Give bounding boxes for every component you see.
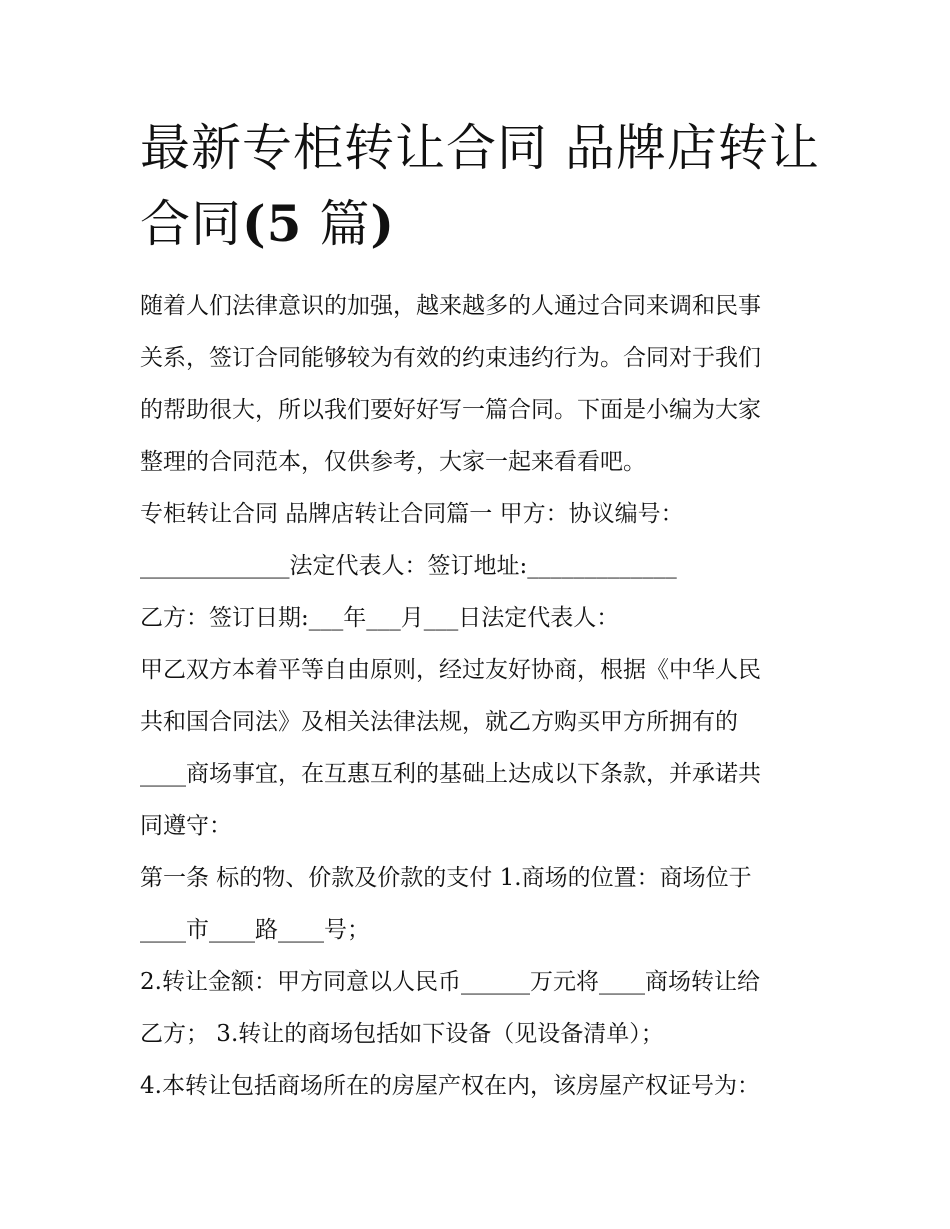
clause-line: ____市____路____号； <box>140 917 370 943</box>
section-heading-line: 专柜转让合同 品牌店转让合同篇一 甲方：协议编号： <box>140 501 684 527</box>
title-count-open: (5 <box>242 194 303 253</box>
body-line: 同遵守： <box>140 813 232 839</box>
body-line: 关系，签订合同能够较为有效的约束违约行为。合同对于我们 <box>140 345 761 371</box>
clause-line: 第一条 标的物、价款及价款的支付 1.商场的位置：商场位于 <box>140 865 752 891</box>
blank-fill-line: _____________法定代表人：签订地址:_____________ <box>140 553 677 579</box>
document-title <box>140 110 820 262</box>
clause-line: 乙方； 3.转让的商场包括如下设备（见设备清单）； <box>140 1021 664 1047</box>
body-line: 甲乙双方本着平等自由原则，经过友好协商，根据《中华人民 <box>140 657 761 683</box>
title-line-1: 最新专柜转让合同 品牌店转让 <box>140 119 820 177</box>
body-line: 整理的合同范本，仅供参考，大家一起来看看吧。 <box>140 449 646 475</box>
blank-fill-line: 乙方：签订日期:___年___月___日法定代表人： <box>140 605 620 631</box>
clause-line: 2.转让金额：甲方同意以人民币______万元将____商场转让给 <box>140 969 760 995</box>
body-line: 的帮助很大，所以我们要好好写一篇合同。下面是小编为大家 <box>140 397 761 423</box>
title-count-close: ) <box>370 194 396 253</box>
document-page <box>140 110 820 1112</box>
body-line: 共和国合同法》及相关法律法规，就乙方购买甲方所拥有的 <box>140 709 738 735</box>
title-line-2-prefix: 合同 <box>140 195 242 253</box>
title-count-unit: 篇 <box>302 195 371 253</box>
body-line: 随着人们法律意识的加强，越来越多的人通过合同来调和民事 <box>140 293 761 319</box>
clause-line: 4.本转让包括商场所在的房屋产权在内，该房屋产权证号为： <box>140 1073 760 1099</box>
body-line: ____商场事宜，在互惠互利的基础上达成以下条款，并承诺共 <box>140 761 761 787</box>
